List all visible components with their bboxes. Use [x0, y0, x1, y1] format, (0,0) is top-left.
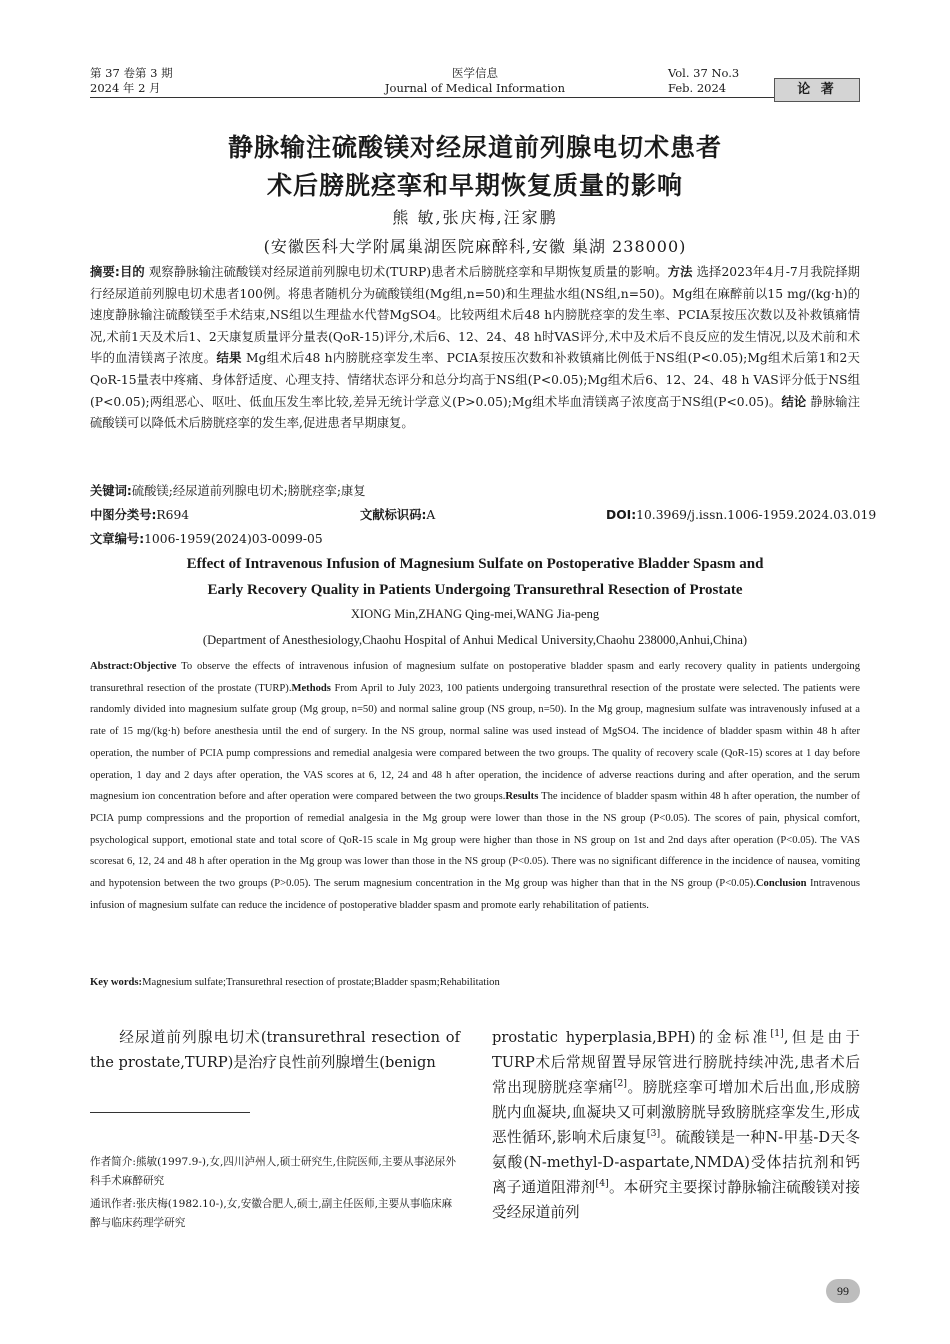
body-text: 。本研究主要探讨静脉输注硫酸镁对接受经尿道前列 [492, 1179, 860, 1221]
volume-issue-en: Vol. 37 No.3 [668, 66, 740, 80]
keywords-text: 硫酸镁;经尿道前列腺电切术;膀胱痉挛;康复 [131, 484, 366, 498]
article-value: 1006-1959(2024)03-0099-05 [144, 532, 323, 546]
results-en-text: The incidence of bladder spasm within 48 h after operation, the number of PCIA pump compressions and the proportion of remedial analgesia in the Mg group were lower than those in the NS group (P<0.05). The scores of pain, physical comfort, psychological support, emotional state and total score of QoR-15 scale in Mg group were higher than those in NS group on 1st and 2nd days after operation (P<0.05). The VAS scoresat 6, 12, 24 and 48 h after operation in the Mg group was lower than those in the NS group (P<0.05). There was no significant difference in the incidence of nausea, vomiting and hypotension between the two groups (P>0.05). The serum magnesium concentration in the Mg group was higher than that in the NS group (P<0.05). [90, 791, 860, 890]
results-en-label: Results [505, 791, 539, 803]
article-label: 文章编号: [90, 532, 145, 546]
footnote-rule [90, 1112, 250, 1113]
article-number [90, 530, 323, 548]
title-en-line1: Effect of Intravenous Infusion of Magnesium Sulfate on Postoperative Bladder Spasm and [186, 556, 764, 572]
author-intro: 作者简介:熊敏(1997.9-),女,四川泸州人,硕士研究生,住院医师,主要从事泌尿外科手术麻醉研究 [90, 1156, 456, 1187]
issue-date: 2024 年 2 月 [90, 81, 161, 95]
journal-header [90, 66, 860, 102]
doc-label: 文献标识码: [360, 508, 427, 522]
methods-en-text: From April to July 2023, 100 patients undergoing transurethral resection of the prostate were selected. The patients were randomly divided into magnesium sulfate group (Mg group, n=50) and normal saline group (NS group, n=50). In the Mg group, magnesium sulfate was intravenously infused at a rate of 15 mg/(kg·h) before anesthesia until the end of surgery. In the NS group, normal saline was used instead of MgSO4. The incidence of bladder spasm within 48 h after operation, the number of PCIA pump compressions and remedial analgesia were compared between the two groups. The quality of recovery scale (QoR-15) scores at 1 day before operation, 1 day and 2 days after operation, the VAS scores at 6, 12, 24 and 48 h after operation, the incidence of adverse reactions during and after operation, and the serum magnesium ion concentration before and after operation were compared between the two groups. [90, 682, 860, 803]
doi [606, 506, 876, 524]
affiliation-cn: (安徽医科大学附属巢湖医院麻醉科,安徽 巢湖 238000) [263, 237, 687, 256]
doi-value: 10.3969/j.issn.1006-1959.2024.03.019 [636, 508, 877, 522]
abstract-en-label: Abstract: [90, 661, 133, 672]
body-text: 。膀胱痉挛可增加术后出血,形成膀胱内血凝块,血凝块又可刺激膀胱导致膀胱痉挛发生,形成恶性循环,影响术后康复 [492, 1079, 860, 1146]
clc-value: R694 [156, 508, 190, 522]
conclusion-text: 静脉输注硫酸镁可以降低术后膀胱痉挛的发生率,促进患者早期康复。 [90, 394, 860, 431]
conclusion-en-label: Conclusion [755, 878, 807, 890]
footnotes [90, 1153, 462, 1237]
conclusion-label: 结论 [781, 394, 807, 409]
methods-label: 方法 [667, 265, 693, 279]
body-text: 。硫酸镁是一种N-甲基-D天冬氨酸(N-methyl-D-aspartate,NMDA)受体拮抗剂和钙离子通道阻滞剂 [492, 1129, 861, 1196]
body-right-column [492, 1025, 860, 1225]
corresponding-author: 通讯作者:张庆梅(1982.10-),女,安徽合肥人,硕士,副主任医师,主要从事临床麻醉与临床药理学研究 [90, 1198, 453, 1229]
volume-info-en [668, 66, 739, 96]
journal-name [90, 66, 860, 96]
authors-cn: 熊 敏,张庆梅,汪家鹏 [392, 208, 558, 227]
journal-name-cn: 医学信息 [452, 66, 498, 80]
title-en-line2: Early Recovery Quality in Patients Undergoing Transurethral Resection of Prostate [207, 582, 743, 598]
conclusion-en-text: Intravenous infusion of magnesium sulfate can reduce the incidence of postoperative bladder spasm and promote early rehabilitation of patients. [90, 878, 860, 911]
doc-value: A [426, 508, 436, 522]
abstract-label: 摘要: [90, 265, 120, 279]
keywords-en-text: Magnesium sulfate;Transurethral resection of prostate;Bladder spasm;Rehabilitation [142, 977, 500, 988]
title-cn-line2: 术后膀胱痉挛和早期恢复质量的影响 [266, 171, 683, 200]
objective-en-label: Objective [132, 661, 177, 672]
reference-4[interactable]: [4] [595, 1178, 609, 1190]
keywords-cn [90, 482, 366, 500]
body-text: ,但是由于TURP术后常规留置导尿管进行膀胱持续冲洗,患者术后常出现膀胱痉挛痛 [492, 1029, 860, 1096]
keywords-en [90, 975, 860, 991]
title-cn-line1: 静脉输注硫酸镁对经尿道前列腺电切术患者 [227, 133, 722, 162]
section-badge: 论 著 [774, 78, 860, 102]
doc-code [360, 506, 435, 524]
results-text: Mg组术后48 h内膀胱痉挛发生率、PCIA泵按压次数和补救镇痛比例低于NS组(P<0.05);Mg组术后第1和2天QoR-15量表中疼痛、身体舒适度、心理支持、情绪状态评分和总分均高于NS组(P<0.05);Mg组术后6、12、24、48 h VAS评分低于NS组(P<0.05);两组恶心、呕吐、低血压发生率比较,差异无统计学意义(P>0.05);Mg组术毕血清镁离子浓度高于NS组(P<0.05)。 [90, 351, 860, 409]
body-left-column: 经尿道前列腺电切术(transurethral resection of the prostate,TURP)是治疗良性前列腺增生(benign [90, 1029, 460, 1071]
abstract-en [90, 656, 860, 916]
journal-name-en: Journal of Medical Information [384, 81, 566, 95]
reference-1[interactable]: [1] [770, 1028, 784, 1040]
objective-en-text: To observe the effects of intravenous infusion of magnesium sulfate on postoperative bladder spasm and early recovery quality in patients undergoing transurethral resection of the prostate (TURP). [90, 661, 860, 694]
doi-label: DOI: [606, 508, 637, 522]
page-number: 99 [826, 1279, 860, 1303]
header-rule [90, 97, 780, 98]
volume-issue: 第 37 卷第 3 期 [90, 66, 173, 80]
clc-label: 中图分类号: [90, 508, 157, 522]
abstract-cn [90, 262, 860, 435]
authors-en: XIONG Min,ZHANG Qing-mei,WANG Jia-peng [350, 607, 600, 621]
reference-3[interactable]: [3] [646, 1128, 661, 1140]
objective-label: 目的 [119, 265, 145, 279]
objective-text: 观察静脉输注硫酸镁对经尿道前列腺电切术(TURP)患者术后膀胱痉挛和早期恢复质量的影响。 [144, 265, 668, 279]
body-text: prostatic hyperplasia,BPH)的金标准 [492, 1029, 771, 1046]
affiliation-en: (Department of Anesthesiology,Chaohu Hospital of Anhui Medical University,Chaohu 238000,Anhui,China) [202, 633, 748, 647]
keywords-label: 关键词: [90, 484, 132, 498]
keywords-en-label: Key words: [90, 977, 143, 988]
clc-line [90, 506, 189, 524]
reference-2[interactable]: [2] [613, 1078, 627, 1090]
results-label: 结果 [216, 351, 242, 366]
methods-en-label: Methods [291, 682, 331, 694]
issue-date-en: Feb. 2024 [668, 81, 727, 95]
methods-text: 选择2023年4月-7月我院择期行经尿道前列腺电切术患者100例。将患者随机分为硫酸镁组(Mg组,n=50)和生理盐水组(NS组,n=50)。Mg组在麻醉前以15 mg/(kg·h)的速度静脉输注硫酸镁至手术结束,NS组以生理盐水代替MgSO4。比较两组术后48 h内膀胱痉挛的发生率、PCIA泵按压次数以及补救镇痛情况,术前1天及术后1、2天康复质量评分量表(QoR-15)评分,术后6、12、24、48 h时VAS评分,术中及术后不良反应的发生情况,以及术前和术毕的血清镁离子浓度。 [90, 265, 860, 366]
